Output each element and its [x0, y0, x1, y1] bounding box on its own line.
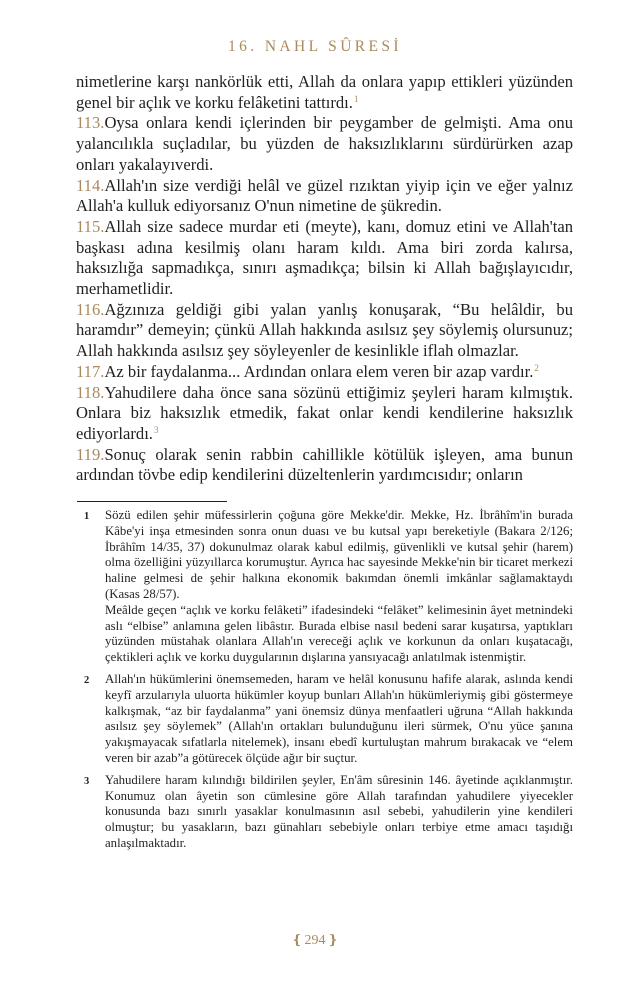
footnote-divider [77, 501, 227, 502]
verse-number: 117. [76, 361, 105, 381]
ornament-right-icon: ❵ [327, 932, 339, 947]
footnote [77, 773, 573, 852]
verse-number: 116. [76, 299, 105, 319]
verse-number: 119. [76, 444, 105, 464]
footnote-number: 3 [84, 775, 90, 787]
verse-line [76, 362, 573, 383]
footnote-number: 2 [84, 674, 90, 686]
verse-text-segment: Az bir faydalanma... Ardından onlara elem veren bir azap vardır. [104, 361, 534, 381]
verse-line [76, 72, 573, 113]
verse-text [76, 72, 573, 486]
verse-text-segment: Oysa onlara kendi içlerinden bir peygamber de gelmişti. Ama onu yalancılıkla suçladılar, bu yüzden de haksızlıklarını sürdürürken azap onları yakalayıverdi. [76, 113, 573, 174]
footnote-paragraph: Meâlde geçen “açlık ve korku felâketi” ifadesindeki “felâket” kelimesinin âyet metnindeki aslı “elbise” anlamına gelen libâstır. Burada elbise nasıl bedeni sarar kuşatırsa, yaptıkları yüzünden müstahak olanlara Allah'ın vereceği açlık ve korkunun da onları kuşatacağı, çektikleri açlık ve korku duygularının dışlarına yansıyacağı anlatılmak istenmiştir. [105, 602, 573, 665]
footnote [77, 508, 573, 666]
verse-text-segment: Sonuç olarak senin rabbin cahillikle kötülük işleyen, ama bunun ardından tövbe edip kendilerini düzeltenlerin yardımcısıdır; onların [76, 444, 573, 485]
ornament-left-icon: ❴ [291, 932, 303, 947]
verse-line [76, 383, 573, 445]
verse-text-segment: Allah size sadece murdar eti (meyte), kanı, domuz etini ve Allah'tan başkası adına kesilmiş olanı haram kıldı. Ama biri zorda kalırsa, haksızlığa sapmadıkça, sınırı aşmadıkça; bilsin ki Allah bağışlayıcıdır, merhametlidir. [76, 216, 573, 299]
verse-line [76, 445, 573, 486]
footnotes-section [77, 508, 573, 858]
footnote-marker[interactable]: 1 [353, 93, 359, 104]
footnote-number: 1 [84, 511, 90, 522]
footnote-marker[interactable]: 3 [153, 424, 159, 435]
page-number-footer [0, 932, 630, 949]
verse-number: 114. [76, 175, 105, 195]
verse-line [76, 176, 573, 217]
verse-text-segment: Ağzınıza geldiği gibi yalan yanlış konuşarak, “Bu helâldir, bu haramdır” demeyin; çünkü Allah hakkında asılsız şey söylemiş olursunuz; Allah hakkında asılsız şey söyleyenler de kesinlikle iflah olmazlar. [76, 299, 573, 361]
footnote-marker[interactable]: 2 [534, 362, 539, 373]
verse-number: 113. [76, 113, 105, 133]
footnote-paragraph: Allah'ın hükümlerini önemsemeden, haram ve helâl konusunu hafife alarak, aslında kendi keyfî arzularıyla uluorta hükümler koyup bunları Allah'ın hükümleriymiş gibi göstermeye kalkışmak, “az bir faydalanma” yani önemsiz dünya menfaatleri uğruna “Allah hakkında asılsız şey söylemek” (Allah'ın ortakları bulunduğunu ileri sürmek, O'nu yüce şanına yakışmayacak sıfatlarla nitelemek), insanı ebedî kurtuluştan mahrum bırakacak ve “elem veren bir azab”a götürecek ölçüde ağır bir suçtur. [105, 671, 573, 765]
verse-text-segment: Allah'ın size verdiği helâl ve güzel rızıktan yiyip için ve eğer yalnız Allah'a kulluk ediyorsanız O'nun nimetine de şükredin. [76, 175, 573, 216]
verse-number: 118. [76, 382, 105, 402]
verse-text-segment: nimetlerine karşı nankörlük etti, Allah da onlara yapıp ettikleri yüzünden genel bir açlık ve korku felâketini tattırdı. [76, 72, 573, 112]
page-number: 294 [304, 933, 326, 948]
verse-text-segment: Yahudilere daha önce sana sözünü ettiğimiz şeyleri haram kılmıştık. Onlara biz haksızlık etmedik, fakat onlar kendi kendilerine haksızlık ediyorlardı. [76, 382, 573, 443]
verse-line [76, 300, 573, 362]
running-title: 16. NAHL SÛRESİ [227, 38, 402, 55]
footnote [77, 672, 573, 767]
footnote-paragraph: Yahudilere haram kılındığı bildirilen şeyler, En'âm sûresinin 146. âyetinde açıklanmıştır. Konumuz olan âyetin son cümlesine göre Allah tarafından yahudilere yiyecekler konusunda bazı sınırlı yasaklar konulmasının asıl sebebi, yahudilerin yine kendileri olmuştur; bu yasakların, bazı günahları sebebiyle onları terbiye etme amacı taşıdığı anlaşılmaktadır. [105, 772, 573, 850]
footnote-paragraph: Sözü edilen şehir müfessirlerin çoğuna göre Mekke'dir. Mekke, Hz. İbrâhîm'in burada Kâbe'yi inşa etmesinden sonra onun duası ve bu kutsal yapı bereketiyle (Bakara 2/126; İbrâhîm 14/35, 37) dokunulmaz olarak kabul edilmiş, güvenlikli ve kutsal şehir (harem) olma özelliğini yüzyıllarca korumuştur. Ayrıca hac sayesinde Mekke'nin bir ticaret merkezi haline gelmesi de şehir halkına ekonomik bakımdan önemli imkânlar sağlamaktaydı (Kasas 28/57). [105, 508, 573, 601]
verse-line [76, 113, 573, 175]
verse-number: 115. [76, 216, 105, 236]
verse-line [76, 217, 573, 300]
